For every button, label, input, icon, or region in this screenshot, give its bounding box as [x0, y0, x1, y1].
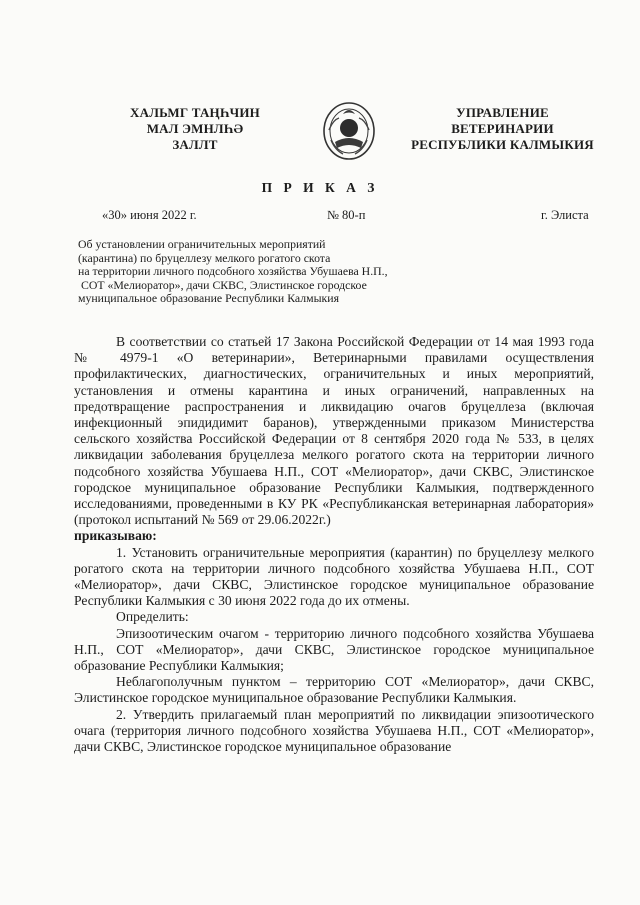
item-1-paragraph: 1. Установить ограничительные мероприятия (карантин) по бруцеллезу мелкого рогатого скота на территории личного подсобного хозяйства Убушаева Н.П., СОТ «Мелиоратор», дачи СКВС, Элистинское городское муниципальное образование Республики Калмыкия с 30 июня 2022 года до их отмены. [74, 544, 594, 609]
header-left-line-3: ЗАЛЛТ [172, 137, 218, 152]
preamble-paragraph: В соответствии со статьей 17 Закона Российской Федерации от 14 мая 1993 года № 4979-1 «О ветеринарии», Ветеринарными правилами осуществления профилактических, диагностических, ограничительных и иных мероприятий, установления и отмены карантина и иных ограничений, направленных на предотвращение распространения и ликвидацию очагов бруцеллеза (включая инфекционный эпидидимит баранов), утвержденными приказом Министерства сельского хозяйства Российской Федерации от 8 сентября 2020 года № 533, в целях ликвидации заболевания бруцеллеза мелкого рогатого скота на территории личного подсобного хозяйства Убушаева Н.П., СОТ «Мелиоратор», дачи СКВС, Элистинское городское муниципальное образование Республики Калмыкия, подтвержденного исследованиями, проведенными в КУ РК «Республиканская ветеринарная лаборатория» (протокол испытаний № 569 от 29.06.2022г.) [74, 334, 594, 528]
subject-line-1: Об установлении ограничительных мероприятий [78, 237, 326, 251]
header-right-russian [405, 105, 600, 153]
subject-line-2: (карантина) по бруцеллезу мелкого рогатого скота [78, 250, 331, 265]
order-number: № 80-п [327, 208, 366, 222]
header-left-line-1: ХАЛЬМГ ТАҢҺЧИН [130, 105, 260, 120]
header-right-line-2: ВЕТЕРИНАРИИ [451, 121, 554, 136]
unfavorable-point-paragraph: Неблагополучным пунктом – территорию СОТ «Мелиоратор», дачи СКВС, Элистинское городское муниципальное образование Республики Калмыкия. [74, 674, 594, 706]
define-label: Определить: [116, 609, 189, 625]
order-subject [78, 238, 438, 306]
subject-line-3: на территории личного подсобного хозяйства Убушаева Н.П., [78, 264, 388, 279]
header-left-kalmyk [110, 105, 280, 153]
header-right-line-3: РЕСПУБЛИКИ КАЛМЫКИЯ [411, 137, 594, 152]
republic-of-kalmykia-emblem-icon [321, 100, 377, 162]
order-body [74, 334, 594, 755]
subject-line-5: муниципальное образование Республики Калмыкия [78, 291, 339, 306]
epizootic-focus-paragraph: Эпизоотическим очагом - территорию личного подсобного хозяйства Убушаева Н.П., СОТ «Мелиоратор», дачи СКВС, Элистинское городское муниципальное образование Республики Калмыкия; [74, 625, 594, 674]
order-city: г. Элиста [541, 208, 589, 222]
header-left-line-2: МАЛ ЭМНЛҺӘ [146, 121, 244, 136]
order-date: «30» июня 2022 г. [102, 208, 197, 222]
header-right-line-1: УПРАВЛЕНИЕ [456, 105, 549, 120]
order-directive: приказываю: [74, 528, 157, 544]
subject-line-4: СОТ «Мелиоратор», дачи СКВС, Элистинское городское [78, 277, 367, 292]
item-2-paragraph: 2. Утвердить прилагаемый план мероприятий по ликвидации эпизоотического очага (территория личного подсобного хозяйства Убушаева Н.П., СОТ «Мелиоратор», дачи СКВС, Элистинское городское муниципальное образование [74, 706, 594, 755]
order-title: П Р И К А З [261, 180, 379, 195]
